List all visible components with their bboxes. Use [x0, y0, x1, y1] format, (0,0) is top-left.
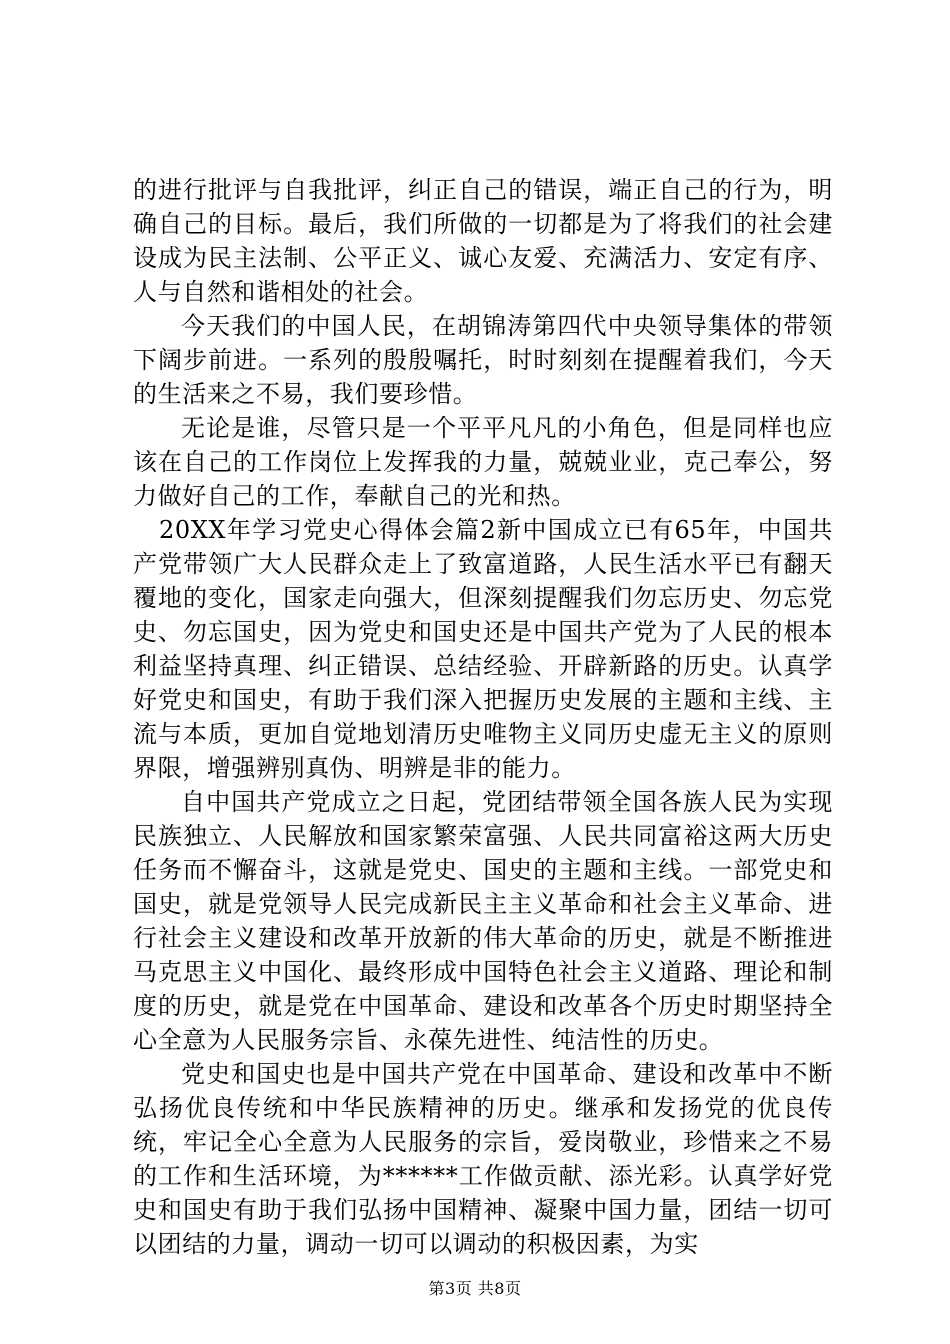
- paragraph-3: 无论是谁，尽管只是一个平平凡凡的小角色，但是同样也应该在自己的工作岗位上发挥我的力量，兢兢业业，克己奉公，努力做好自己的工作，奉献自己的光和热。: [133, 414, 833, 510]
- paragraph-6: 党史和国史也是中国共产党在中国革命、建设和改革中不断弘扬优良传统和中华民族精神的历史。继承和发扬党的优良传统，牢记全心全意为人民服务的宗旨，爱岗敬业，珍惜来之不易的工作和生活环境，为******工作做贡献、添光彩。认真学好党史和国史有助于我们弘扬中国精神、凝聚中国力量，团结一切可以团结的力量，调动一切可以调动的积极因素，为实: [133, 1060, 833, 1258]
- paragraph-5: 自中国共产党成立之日起，党团结带领全国各族人民为实现民族独立、人民解放和国家繁荣富强、人民共同富裕这两大历史任务而不懈奋斗，这就是党史、国史的主题和主线。一部党史和国史，就是党领导人民完成新民主主义革命和社会主义革命、进行社会主义建设和改革开放新的伟大革命的历史，就是不断推进马克思主义中国化、最终形成中国特色社会主义道路、理论和制度的历史，就是党在中国革命、建设和改革各个历史时期坚持全心全意为人民服务宗旨、永葆先进性、纯洁性的历史。: [133, 788, 833, 1054]
- paragraph-4: 20XX年学习党史心得体会篇2新中国成立已有65年，中国共产党带领广大人民群众走上了致富道路，人民生活水平已有翻天覆地的变化，国家走向强大，但深刻提醒我们勿忘历史、勿忘党史、勿忘国史，因为党史和国史还是中国共产党为了人民的根本利益坚持真理、纠正错误、总结经验、开辟新路的历史。认真学好党史和国史，有助于我们深入把握历史发展的主题和主线、主流与本质，更加自觉地划清历史唯物主义同历史虚无主义的原则界限，增强辨别真伪、明辨是非的能力。: [133, 516, 833, 782]
- page-number-footer: 第3页 共8页: [428, 1279, 522, 1298]
- document-body: [133, 173, 833, 1261]
- paragraph-1: 的进行批评与自我批评，纠正自己的错误，端正自己的行为，明确自己的目标。最后，我们所做的一切都是为了将我们的社会建设成为民主法制、公平正义、诚心友爱、充满活力、安定有序、人与自然和谐相处的社会。: [133, 176, 833, 306]
- paragraph-2: 今天我们的中国人民，在胡锦涛第四代中央领导集体的带领下阔步前进。一系列的殷殷嘱托，时时刻刻在提醒着我们，今天的生活来之不易，我们要珍惜。: [133, 312, 833, 408]
